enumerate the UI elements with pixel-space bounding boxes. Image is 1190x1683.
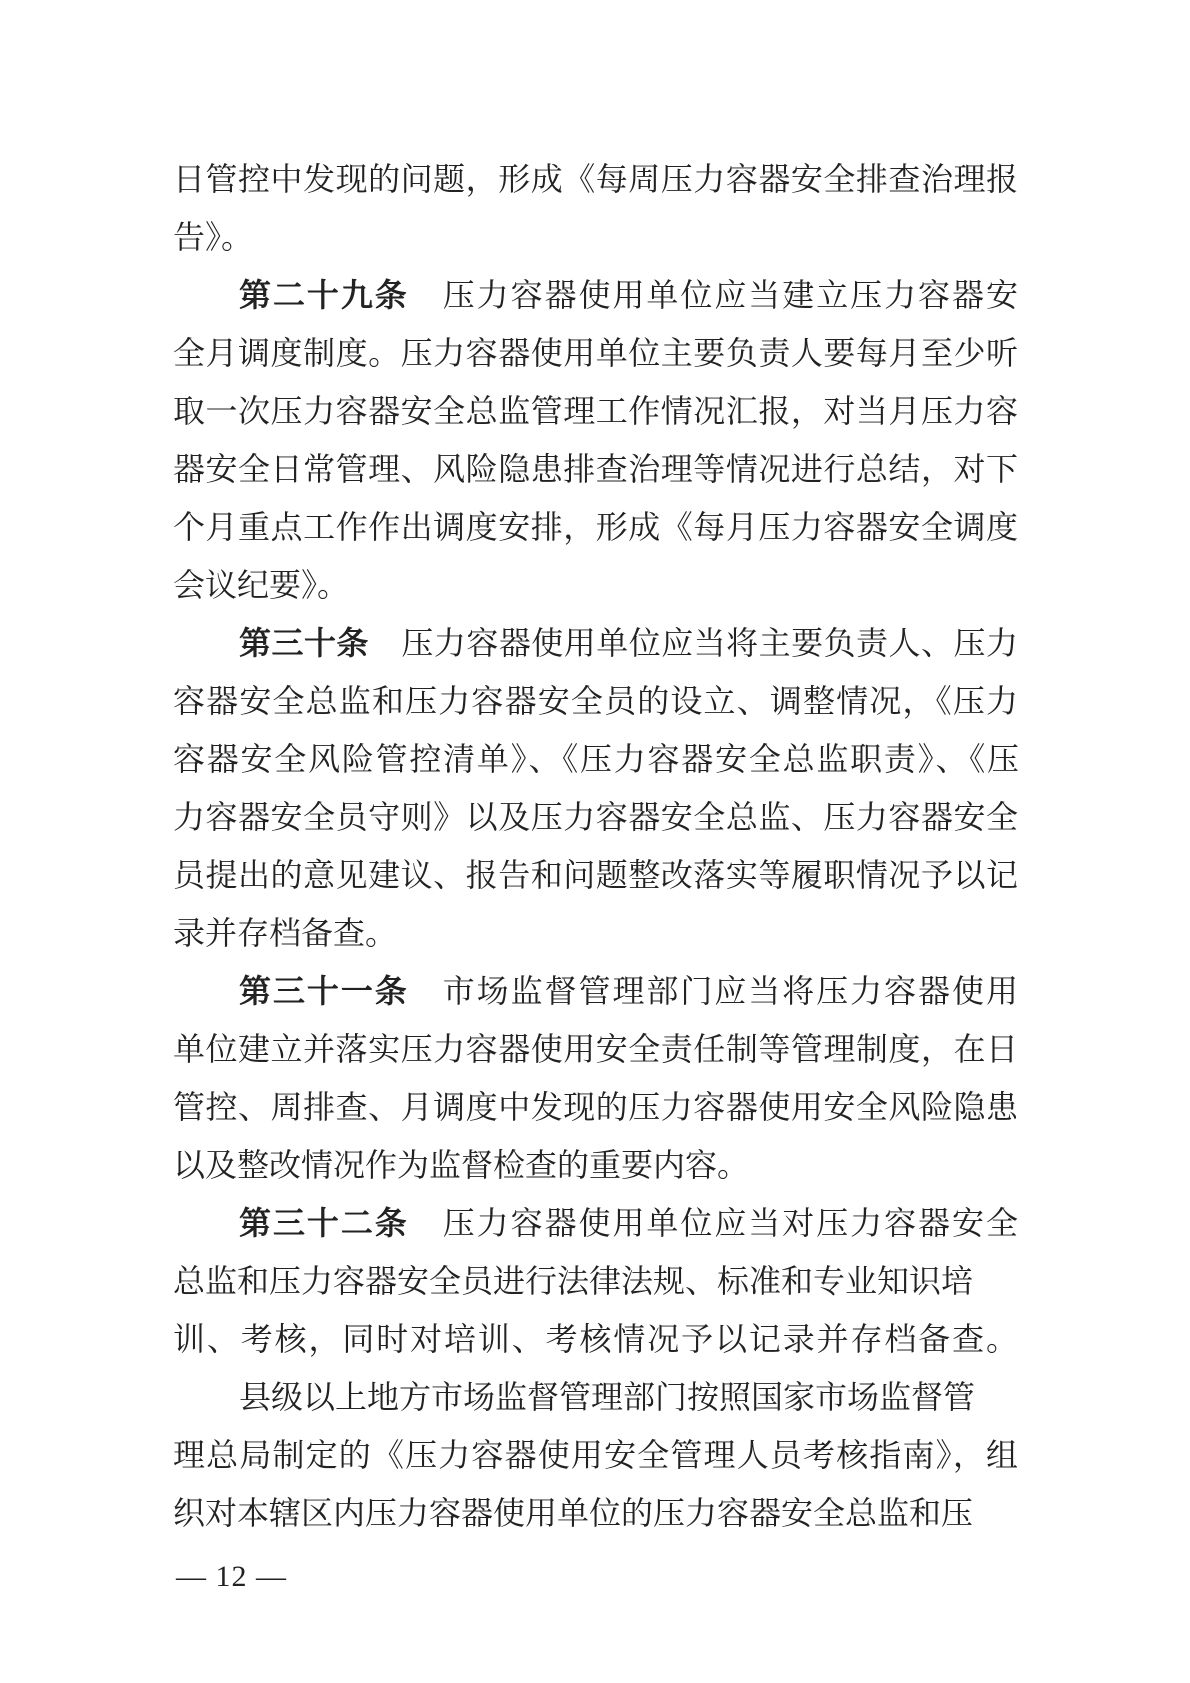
text-line (173, 1426, 1018, 1484)
line-text: 压力容器使用单位应当对压力容器安全 (442, 1205, 1018, 1241)
text-line (173, 1368, 1018, 1426)
text-line (173, 1310, 1018, 1368)
line-text: 压力容器使用单位应当建立压力容器安 (442, 277, 1018, 313)
text-line (173, 1078, 1018, 1136)
line-text: 容器安全总监和压力容器安全员的设立、调整情况，《压力 (173, 683, 1018, 719)
text-line (173, 498, 1018, 556)
line-text: 全月调度制度。压力容器使用单位主要负责人要每月至少听 (173, 335, 1018, 371)
line-text: 市场监督管理部门应当将压力容器使用 (442, 973, 1018, 1009)
line-text: 日管控中发现的问题，形成《每周压力容器安全排查治理报 (173, 161, 1018, 197)
text-line (173, 904, 1018, 962)
line-text: 员提出的意见建议、报告和问题整改落实等履职情况予以记 (173, 857, 1018, 893)
line-text: 告》。 (173, 219, 254, 255)
line-text: 器安全日常管理、风险隐患排查治理等情况进行总结，对下 (173, 451, 1018, 487)
article-number: 第二十九条 (239, 277, 409, 313)
text-line (173, 672, 1018, 730)
line-text: 压力容器使用单位应当将主要负责人、压力 (401, 625, 1018, 661)
text-line (173, 1020, 1018, 1078)
article-gap (409, 1205, 443, 1241)
line-text: 单位建立并落实压力容器使用安全责任制等管理制度，在日 (173, 1031, 1018, 1067)
line-text: 取一次压力容器安全总监管理工作情况汇报，对当月压力容 (173, 393, 1018, 429)
article-gap (409, 277, 443, 313)
line-text: 训、考核，同时对培训、考核情况予以记录并存档备查。 (173, 1321, 1018, 1357)
line-text: 个月重点工作作出调度安排，形成《每月压力容器安全调度 (173, 509, 1018, 545)
line-text: 力容器安全员守则》以及压力容器安全总监、压力容器安全 (173, 799, 1018, 835)
text-line (173, 324, 1018, 382)
article-gap (409, 973, 443, 1009)
text-line (173, 150, 1018, 208)
text-block (173, 150, 1018, 1542)
article-number: 第三十条 (239, 625, 369, 661)
line-text: 容器安全风险管控清单》、《压力容器安全总监职责》、《压 (173, 741, 1018, 777)
text-line (173, 266, 1018, 324)
text-line (173, 382, 1018, 440)
line-text: 录并存档备查。 (173, 915, 398, 951)
line-text: 管控、周排查、月调度中发现的压力容器使用安全风险隐患 (173, 1089, 1018, 1125)
article-number: 第三十二条 (239, 1205, 409, 1241)
line-text: 会议纪要》。 (173, 567, 350, 603)
line-text: 以及整改情况作为监督检查的重要内容。 (173, 1147, 750, 1183)
text-line (173, 788, 1018, 846)
text-line (173, 846, 1018, 904)
text-line (173, 208, 1018, 266)
text-line (173, 556, 1018, 614)
line-text: 总监和压力容器安全员进行法律法规、标准和专业知识培 (173, 1263, 974, 1299)
text-line (173, 1194, 1018, 1252)
line-text: 理总局制定的《压力容器使用安全管理人员考核指南》，组 (173, 1437, 1018, 1473)
text-line (173, 614, 1018, 672)
text-line (173, 1484, 1018, 1542)
text-line (173, 440, 1018, 498)
text-line (173, 962, 1018, 1020)
text-line (173, 1252, 1018, 1310)
page-number: — 12 — (176, 1560, 287, 1593)
text-line (173, 1136, 1018, 1194)
text-line (173, 730, 1018, 788)
article-gap (369, 625, 401, 661)
line-text: 县级以上地方市场监督管理部门按照国家市场监督管 (239, 1379, 976, 1415)
line-text: 织对本辖区内压力容器使用单位的压力容器安全总监和压 (173, 1495, 974, 1531)
article-number: 第三十一条 (239, 973, 409, 1009)
